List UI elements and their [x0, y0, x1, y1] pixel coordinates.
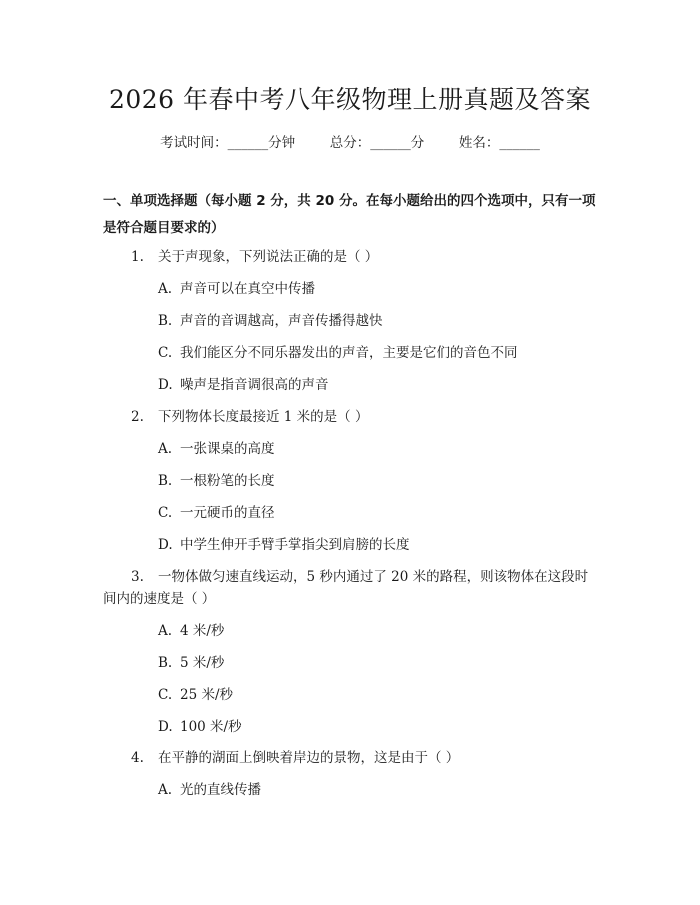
question-1-option-a — [158, 277, 315, 297]
option-text: 中学生伸开手臂手掌指尖到肩膀的长度 — [180, 537, 410, 553]
option-text: 100 米/秒 — [180, 719, 242, 735]
option-text: 声音的音调越高，声音传播得越快 — [180, 313, 383, 329]
option-text: 4 米/秒 — [180, 623, 225, 639]
question-1-option-c — [158, 341, 518, 361]
option-text: 噪声是指音调很高的声音 — [180, 377, 329, 393]
question-3-continuation: 间内的速度是（ ） — [103, 591, 216, 607]
option-text: 声音可以在真空中传播 — [180, 281, 315, 297]
question-1-option-b — [158, 309, 383, 329]
option-letter: B. — [158, 473, 173, 489]
option-text: 一张课桌的高度 — [180, 441, 275, 457]
option-letter: C. — [158, 687, 173, 703]
option-letter: D. — [158, 377, 173, 393]
question-3 — [131, 565, 588, 585]
option-letter: D. — [158, 719, 173, 735]
option-letter: A. — [158, 782, 173, 798]
option-letter: C. — [158, 505, 173, 521]
page-title: 2026 年春中考八年级物理上册真题及答案 — [108, 85, 592, 114]
exam-time-label: 考试时间： — [160, 135, 228, 151]
option-text: 我们能区分不同乐器发出的声音，主要是它们的音色不同 — [180, 345, 518, 361]
option-text: 25 米/秒 — [180, 687, 234, 703]
option-letter: A. — [158, 441, 173, 457]
question-number: 3. — [131, 569, 144, 585]
exam-info-row — [0, 131, 700, 151]
question-text: 下列物体长度最接近 1 米的是（ ） — [158, 409, 369, 425]
question-2-option-b — [158, 469, 275, 489]
question-text: 一物体做匀速直线运动，5 秒内通过了 20 米的路程，则该物体在这段时 — [158, 569, 589, 585]
name-blank: ______ — [499, 135, 540, 151]
question-2 — [131, 405, 368, 425]
name-label: 姓名： — [458, 135, 500, 151]
option-letter: B. — [158, 313, 173, 329]
option-letter: A. — [158, 623, 173, 639]
option-letter: C. — [158, 345, 173, 361]
question-2-option-a — [158, 437, 275, 457]
option-text: 一根粉笔的长度 — [180, 473, 275, 489]
question-3-option-c — [158, 683, 233, 703]
question-number: 4. — [131, 750, 144, 766]
question-2-option-c — [158, 501, 275, 521]
question-3-option-d — [158, 715, 242, 735]
question-text: 关于声现象，下列说法正确的是（ ） — [158, 249, 379, 265]
option-letter: D. — [158, 537, 173, 553]
option-text: 光的直线传播 — [180, 782, 261, 798]
option-text: 5 米/秒 — [180, 655, 225, 671]
question-3-option-a — [158, 619, 224, 639]
question-number: 2. — [131, 409, 144, 425]
option-letter: B. — [158, 655, 173, 671]
section-heading: 一、单项选择题（每小题 2 分，共 20 分。在每小题给出的四个选项中，只有一项是符合题目要求的） — [103, 193, 596, 236]
question-3-option-b — [158, 651, 224, 671]
option-text: 一元硬币的直径 — [180, 505, 275, 521]
question-1 — [131, 245, 378, 265]
question-4 — [131, 746, 459, 766]
question-2-option-d — [158, 533, 410, 553]
total-score-blank: ______分 — [370, 135, 425, 151]
total-score-label: 总分： — [329, 135, 371, 151]
question-number: 1. — [131, 249, 144, 265]
question-4-option-a — [158, 778, 261, 798]
option-letter: A. — [158, 281, 173, 297]
question-1-option-d — [158, 373, 329, 393]
question-text: 在平静的湖面上倒映着岸边的景物，这是由于（ ） — [158, 750, 460, 766]
exam-time-blank: ______分钟 — [227, 135, 296, 151]
